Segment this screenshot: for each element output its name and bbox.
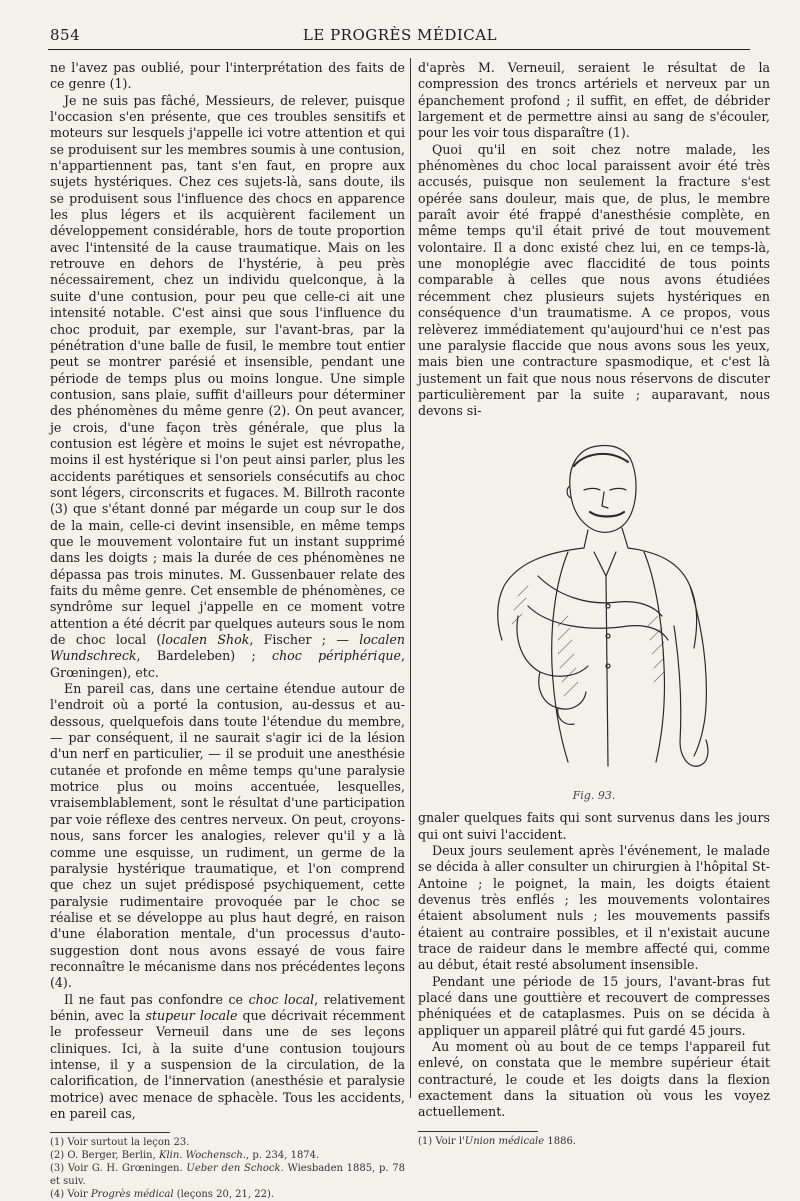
footnote: (3) Voir G. H. Grœningen. Ueber den Schock. Wiesbaden 1885, p. 78 et suiv.	[50, 1163, 405, 1188]
running-header	[50, 26, 750, 48]
page-number: 854	[50, 26, 81, 44]
footnote: (2) O. Berger, Berlin, Klin. Wochensch., p. 234, 1874.	[50, 1150, 320, 1162]
right-column	[418, 60, 770, 1148]
paragraph: En pareil cas, dans une certaine étendue autour de l'endroit où a porté la contusion, au-dessus et au-dessous, quelquefois dans toute l'étendue du membre, — par conséquent, il ne saurait s'agir ici de la lésion d'un nerf en particulier, — il se produit une anesthésie cutanée et profonde en même temps qu'une paralysie motrice plus ou moins accentuée, lesquelles, vraisemblablement, sont le résultat d'une participation par voie réflexe des centres nerveux. On peut, croyons-nous, sans forcer les analogies, relever qu'il y a là comme une esquisse, un rudiment, un germe de la paralysie hystérique traumatique, et l'on comprend que chez un sujet prédisposé psychiquement, cette paralysie rudimentaire provoquée par le choc se réalise et se développe au plus haut degré, en raison d'une élaboration mentale, d'un processus d'auto-suggestion dont nous avons essayé de vous faire reconnaître le mécanisme dans nos précédentes leçons (4).	[50, 681, 405, 991]
header-rule	[48, 49, 750, 50]
footnote: (1) Voir l'Union médicale 1886.	[418, 1135, 576, 1147]
paragraph: ne l'avez pas oublié, pour l'interprétation des faits de ce genre (1).	[50, 60, 405, 92]
column-divider	[410, 58, 411, 1098]
footnote-rule	[50, 1132, 170, 1133]
footnote: (4) Voir Progrès médical (leçons 20, 21, 22).	[50, 1189, 275, 1201]
figure-caption: Fig. 93.	[572, 788, 616, 802]
paragraph: Pendant une période de 15 jours, l'avant-bras fut placé dans une gouttière et recouvert de compresses phéniquées et de cataplasmes. Puis on se décida à appliquer un appareil plâtré qui fut gardé 45 jours.	[418, 973, 770, 1038]
patient-illustration	[418, 426, 770, 782]
footnote: (1) Voir surtout la leçon 23.	[50, 1137, 190, 1149]
journal-title: LE PROGRÈS MÉDICAL	[302, 26, 498, 44]
paragraph: Je ne suis pas fâché, Messieurs, de relever, puisque l'occasion s'en présente, que ces troubles sensitifs et moteurs sur lesquels j'appelle ici votre attention et qui se produisent sur les membres soumis à une contusion, n'appartiennent pas, tant s'en faut, en propre aux sujets hystériques. Chez ces sujets-là, sans doute, ils se produisent sous l'influence des chocs en apparence les plus légers et ils acquièrent facilement un développement considérable, hors de toute proportion avec l'intensité de la cause traumatique. Mais on les retrouve en dehors de l'hystérie, à peu près nécessairement, chez un individu quelconque, à la suite d'une contusion, pour peu que celle-ci ait une intensité notable. C'est ainsi que sous l'influence du choc produit, par exemple, sur l'avant-bras, par la pénétration d'une balle de fusil, le membre tout entier peut se montrer parésié et insensible, pendant une période de temps plus ou moins longue. Une simple contusion, sans plaie, suffit d'ailleurs pour déterminer des phénomènes du même genre (2). On peut avancer, je crois, d'une façon très générale, que plus la contusion est légère et moins le sujet est névropathe, moins il est hystérique si l'on peut ainsi parler, plus les accidents parétiques et sensoriels consécutifs au choc sont légers, circonscrits et fugaces. M. Billroth raconte (3) que s'étant donné par mégarde un coup sur le dos de la main, celle-ci devint insensible, en même temps que le mouvement volontaire fut un instant supprimé dans les doigts ; mais la durée de ces phénomènes ne dépassa pas trois minutes. M. Gussenbauer relate des faits du même genre. Cet ensemble de phénomènes, ce syndrôme sur lequel j'appelle en ce moment votre attention a été décrit par quelques auteurs sous le nom de choc local (localen Shok, Fischer ; — localen Wundschreck, Bardeleben) ; choc périphérique, Grœningen), etc.	[50, 92, 406, 680]
paragraph: Il ne faut pas confondre ce choc local, relativement bénin, avec la stupeur locale que décrivait récemment le professeur Verneuil dans une de ses leçons cliniques. Ici, à la suite d'une contusion toujours intense, il y a suspension de la circulation, de la calorification, de l'innervation (anesthésie et paralysie motrice) avec menace de sphacèle. Tous les accidents, en pareil cas,	[50, 991, 406, 1121]
paragraph: Au moment où au bout de ce temps l'appareil fut enlevé, on constata que le membre supérieur était contracturé, le coude et les doigts dans la flexion exactement dans la situation où vous les voyez actuellement.	[418, 1039, 770, 1120]
left-column	[50, 60, 405, 1201]
paragraph: Deux jours seulement après l'événement, le malade se décida à aller consulter un chirurgien à l'hôpital St-Antoine ; le poignet, la main, les doigts étaient devenus très enflés ; les mouvements volontaires étaient absolument nuls ; les mouvements passifs étaient au contraire possibles, et il n'existait aucune trace de raideur dans le membre affecté qui, comme au début, était resté absolument insensible.	[418, 842, 770, 973]
paragraph: Quoi qu'il en soit chez notre malade, les phénomènes du choc local paraissent avoir été très accusés, puisque non seulement la fracture s'est opérée sans douleur, mais que, de plus, le membre paraît avoir été frappé d'anesthésie complète, en même temps qu'il était privé de tout mouvement volontaire. Il a donc existé chez lui, en ce temps-là, une monoplégie avec flaccidité de tous points comparable à celles que nous avons étudiées récemment chez plusieurs sujets hystériques en conséquence d'un traumatisme. A ce propos, vous relèverez immédiatement qu'aujourd'hui ce n'est pas une paralysie flaccide que nous avons sous les yeux, mais bien une contracture spasmodique, et c'est là justement un fait que nous nous réservons de discuter particulièrement par la suite ; auparavant, nous devons si-	[418, 141, 770, 419]
footnote-rule	[418, 1131, 538, 1132]
paragraph: d'après M. Verneuil, seraient le résultat de la compression des troncs artériels et nerveux par un épanchement profond ; il suffit, en effet, de débrider largement et de permettre ainsi au sang de s'écouler, pour les voir tous disparaître (1).	[418, 60, 770, 141]
paragraph: gnaler quelques faits qui sont survenus dans les jours qui ont suivi l'accident.	[418, 810, 770, 842]
